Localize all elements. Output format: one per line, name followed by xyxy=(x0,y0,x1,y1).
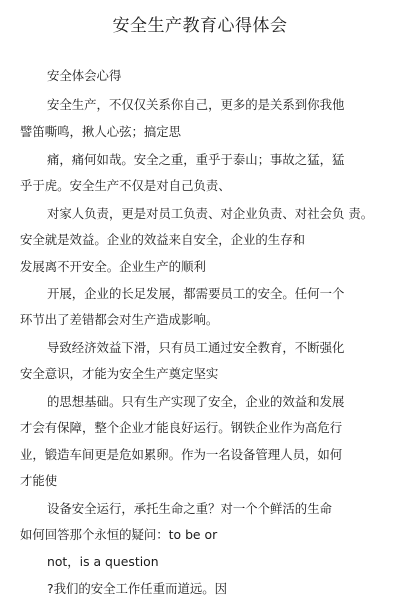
section-heading: 安全体会心得 xyxy=(47,68,122,83)
paragraph-line-14: 业，锻造车间更是危如累卵。作为一名设备管理人员，如何 xyxy=(20,447,343,462)
paragraph-line-10: 导致经济效益下滑，只有员工通过安全教育，不断强化 xyxy=(47,340,345,355)
document-title: 安全生产教育心得体会 xyxy=(112,16,288,36)
paragraph-line-12: 的思想基础。只有生产实现了安全，企业的效益和发展 xyxy=(47,394,345,409)
paragraph-line-7: 发展离不开安全。企业生产的顺利 xyxy=(20,259,206,274)
paragraph-line-15: 才能使 xyxy=(20,473,58,488)
paragraph-line-9: 环节出了差错都会对生产造成影响。 xyxy=(20,312,219,327)
paragraph-line-1: 安全生产，不仅仅关系你自己，更多的是关系到你我他 xyxy=(47,97,345,112)
paragraph-line-11: 安全意识，才能为安全生产奠定坚实 xyxy=(20,366,219,381)
paragraph-line-6: 安全就是效益。企业的效益来自安全，企业的生存和 xyxy=(20,232,305,247)
paragraph-line-2: 譬笛嘶鸣，揪人心弦；搞定思 xyxy=(20,124,182,139)
paragraph-line-3: 痛，痛何如哉。安全之重，重乎于泰山；事故之猛，猛 xyxy=(47,152,345,167)
paragraph-line-13: 才会有保障，整个企业才能良好运行。钢铁企业作为高危行 xyxy=(20,420,343,435)
paragraph-line-5: 对家人负责，更是对员工负责、对企业负责、对社会负 责。 xyxy=(47,206,374,221)
paragraph-line-18: not，is a question xyxy=(47,554,159,569)
paragraph-line-16: 设备安全运行，承托生命之重？对一个个鲜活的生命 xyxy=(47,501,332,516)
paragraph-line-4: 乎于虎。安全生产不仅是对自己负责、 xyxy=(20,178,231,193)
paragraph-line-8: 开展，企业的长足发展，都需要员工的安全。任何一个 xyxy=(47,286,345,301)
paragraph-line-19: ?我们的安全工作任重而道远。因 xyxy=(47,581,228,596)
paragraph-line-17: 如何回答那个永恒的疑问：to be or xyxy=(20,527,218,542)
